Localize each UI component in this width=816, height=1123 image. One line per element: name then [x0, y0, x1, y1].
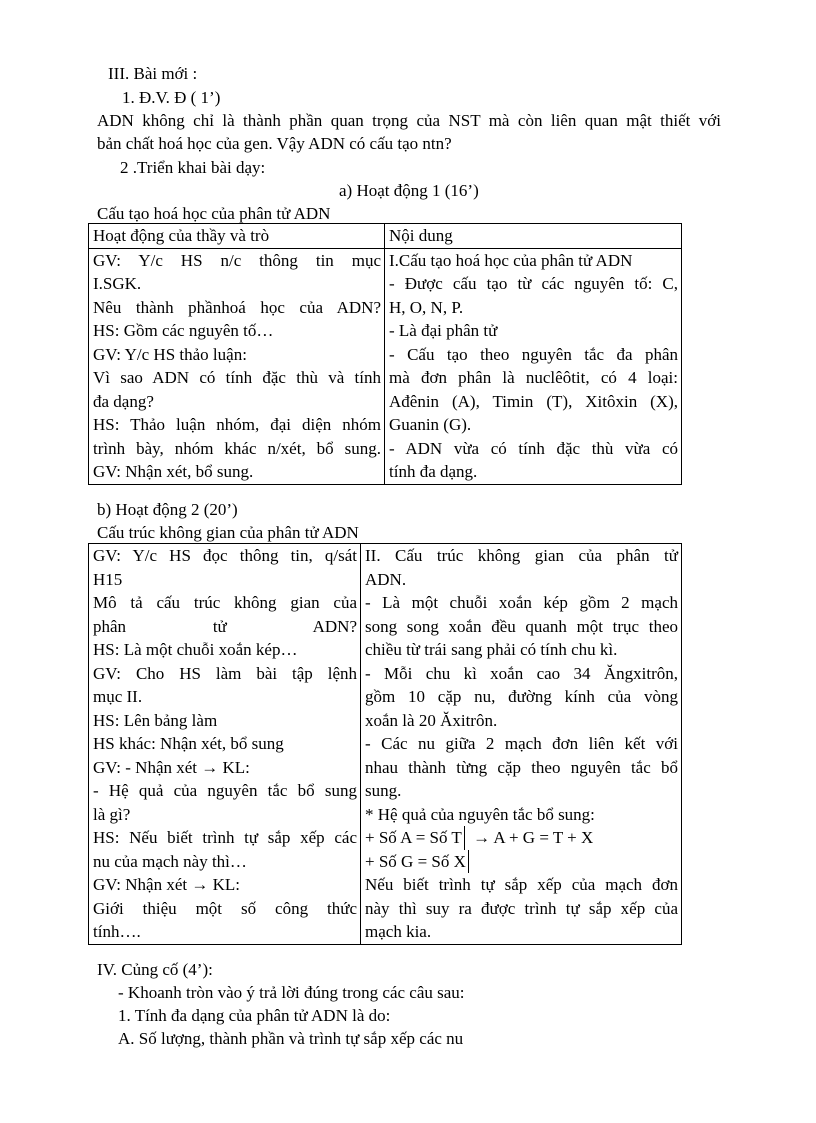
teacher-student-cell: GV: Y/c HS n/c thông tin mục I.SGK. Nêu thành phầnhoá học của ADN? HS: Gồm các nguyên tố… GV: Y/c HS thảo luận: Vì sao ADN có tính đặc thù và tính đa dạng? HS: Thảo luận nhóm, đại diện nhóm trình bày, nhóm khác n/xét, bổ sung. GV: Nhận xét, bổ sung. [89, 248, 385, 484]
intro-paragraph-line: bản chất hoá học của gen. Vậy ADN có cấu tạo ntn? [97, 134, 452, 153]
table-header-row [89, 224, 682, 249]
activity-heading: a) Hoạt động 1 (16’) [339, 181, 479, 200]
answer-option: A. Số lượng, thành phần và trình tự sắp xếp các nu [118, 1029, 464, 1048]
content-cell: II. Cấu trúc không gian của phân tử ADN. - Là một chuỗi xoắn kép gồm 2 mạch song song xoắn đều quanh một trục theo chiều từ trái sang phải có tính chu kì. - Mỗi chu kì xoắn cao 34 Ăngxitrôn, gồm 10 cặp nu, đường kính của vòng xoắn là 20 Ăxitrôn. - Các nu giữa 2 mạch đơn liên kết với nhau thành từng cặp theo nguyên tắc bổ sung. * Hệ quả của nguyên tắc bổ sung: + Số A = Số T → A + G = T + X + Số G = Số X Nếu biết trình tự sắp xếp của mạch đơn này thì suy ra được trình tự sắp xếp của mạch kia. [361, 544, 682, 945]
teacher-student-cell: GV: Y/c HS đọc thông tin, q/sát H15 Mô tả cấu trúc không gian của phân tử ADN? HS: Là một chuỗi xoắn kép… GV: Cho HS làm bài tập lệnh mục II. HS: Lên bảng làm HS khác: Nhận xét, bổ sung GV: - Nhận xét → KL: - Hệ quả của nguyên tắc bổ sung là gì? HS: Nếu biết trình tự sắp xếp các nu của mạch này thì… GV: Nhận xét → KL: Giới thiệu một số công thức tính…. [89, 544, 361, 945]
section-heading: III. Bài mới : [108, 64, 198, 83]
question: 1. Tính đa dạng của phân tử ADN là do: [118, 1006, 391, 1025]
section-heading: IV. Củng cố (4’): [97, 960, 213, 979]
intro-paragraph-line: ADN không chỉ là thành phần quan trọng của NST mà còn liên quan mật thiết với [97, 111, 721, 130]
item-1: 1. Đ.V. Đ ( 1’) [122, 88, 221, 107]
table-caption: Cấu trúc không gian của phân tử ADN [97, 523, 359, 542]
instruction: - Khoanh tròn vào ý trả lời đúng trong các câu sau: [118, 983, 465, 1002]
table-row [89, 544, 682, 945]
item-2: 2 .Triển khai bài dạy: [120, 158, 266, 177]
activity-heading: b) Hoạt động 2 (20’) [97, 500, 238, 519]
content-cell: I.Cấu tạo hoá học của phân tử ADN - Được cấu tạo từ các nguyên tố: C, H, O, N, P. - Là đại phân tử - Cấu tạo theo nguyên tắc đa phân mà đơn phân là nuclêôtit, có 4 loại: Ađênin (A), Timin (T), Xitôxin (X), Guanin (G). - ADN vừa có tính đặc thù vừa có tính đa dạng. [385, 248, 682, 484]
column-header: Nội dung [385, 224, 682, 249]
table-caption: Cấu tạo hoá học của phân tử ADN [97, 204, 331, 223]
activity2-table [88, 543, 682, 945]
formula-result: → A + G = T + X [473, 828, 594, 847]
formula-line: + Số G = Số X [365, 850, 678, 874]
table-row [89, 248, 682, 484]
formula-line: + Số A = Số T → A + G = T + X [365, 826, 678, 850]
activity1-table [88, 223, 682, 485]
column-header: Hoạt động của thầy và trò [89, 224, 385, 249]
